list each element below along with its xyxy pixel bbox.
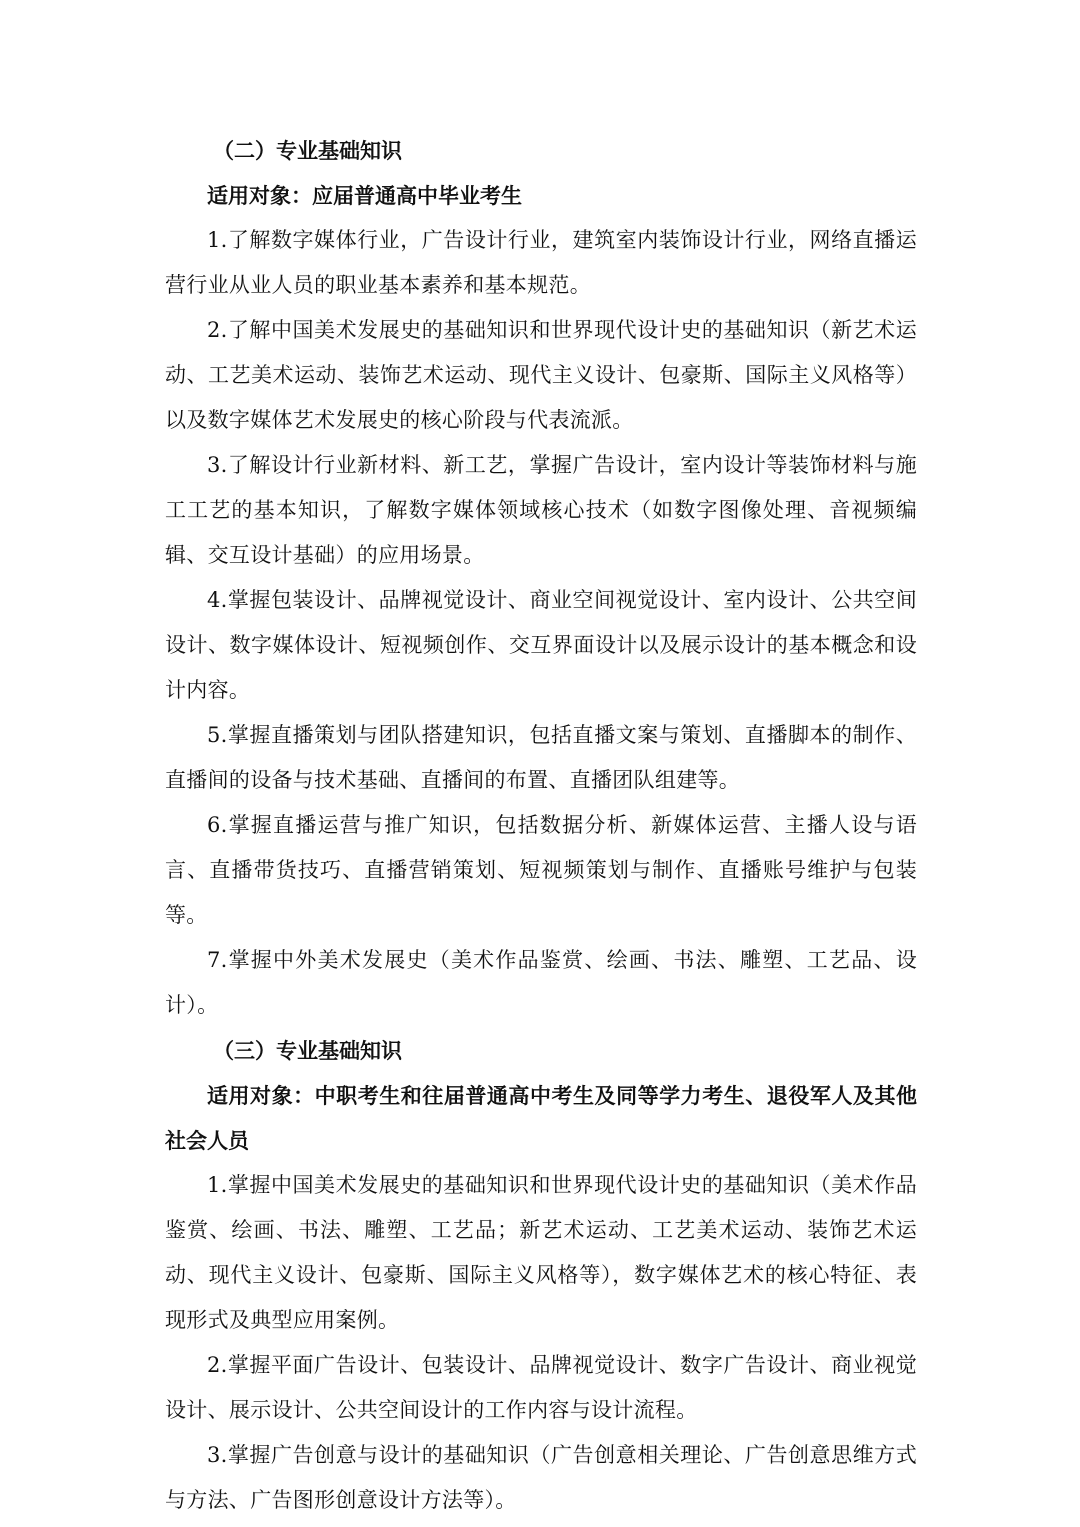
list-item: 4.掌握包装设计、品牌视觉设计、商业空间视觉设计、室内设计、公共空间设计、数字媒体设计、短视频创作、交互界面设计以及展示设计的基本概念和设计内容。 [165,588,917,702]
list-item: 3.了解设计行业新材料、新工艺，掌握广告设计，室内设计等装饰材料与施工工艺的基本知识，了解数字媒体领域核心技术（如数字图像处理、音视频编辑、交互设计基础）的应用场景。 [165,453,917,567]
target-audience: 适用对象：中职考生和往届普通高中考生及同等学力考生、退役军人及其他社会人员 [165,1083,917,1153]
document-page [165,128,917,1523]
list-item: 7.掌握中外美术发展史（美术作品鉴赏、绘画、书法、雕塑、工艺品、设计）。 [165,948,917,1017]
list-item: 6.掌握直播运营与推广知识，包括数据分析、新媒体运营、主播人设与语言、直播带货技巧、直播营销策划、短视频策划与制作、直播账号维护与包装等。 [165,813,917,927]
list-item: 1.了解数字媒体行业，广告设计行业，建筑室内装饰设计行业，网络直播运营行业从业人员的职业基本素养和基本规范。 [165,228,917,297]
list-item: 5.掌握直播策划与团队搭建知识，包括直播文案与策划、直播脚本的制作、直播间的设备与技术基础、直播间的布置、直播团队组建等。 [165,723,917,792]
list-item: 2.掌握平面广告设计、包装设计、品牌视觉设计、数字广告设计、商业视觉设计、展示设计、公共空间设计的工作内容与设计流程。 [165,1353,917,1422]
target-audience: 适用对象：应届普通高中毕业考生 [207,183,522,208]
section-3 [165,1028,917,1523]
section-heading: （二）专业基础知识 [213,138,402,163]
section-2 [165,128,917,1028]
list-item: 1.掌握中国美术发展史的基础知识和世界现代设计史的基础知识（美术作品鉴赏、绘画、书法、雕塑、工艺品；新艺术运动、工艺美术运动、装饰艺术运动、现代主义设计、包豪斯、国际主义风格等），数字媒体艺术的核心特征、表现形式及典型应用案例。 [165,1173,917,1332]
section-heading: （三）专业基础知识 [213,1038,402,1063]
list-item: 3.掌握广告创意与设计的基础知识（广告创意相关理论、广告创意思维方式与方法、广告图形创意设计方法等）。 [165,1443,917,1512]
list-item: 2.了解中国美术发展史的基础知识和世界现代设计史的基础知识（新艺术运动、工艺美术运动、装饰艺术运动、现代主义设计、包豪斯、国际主义风格等）以及数字媒体艺术发展史的核心阶段与代表流派。 [165,318,917,432]
